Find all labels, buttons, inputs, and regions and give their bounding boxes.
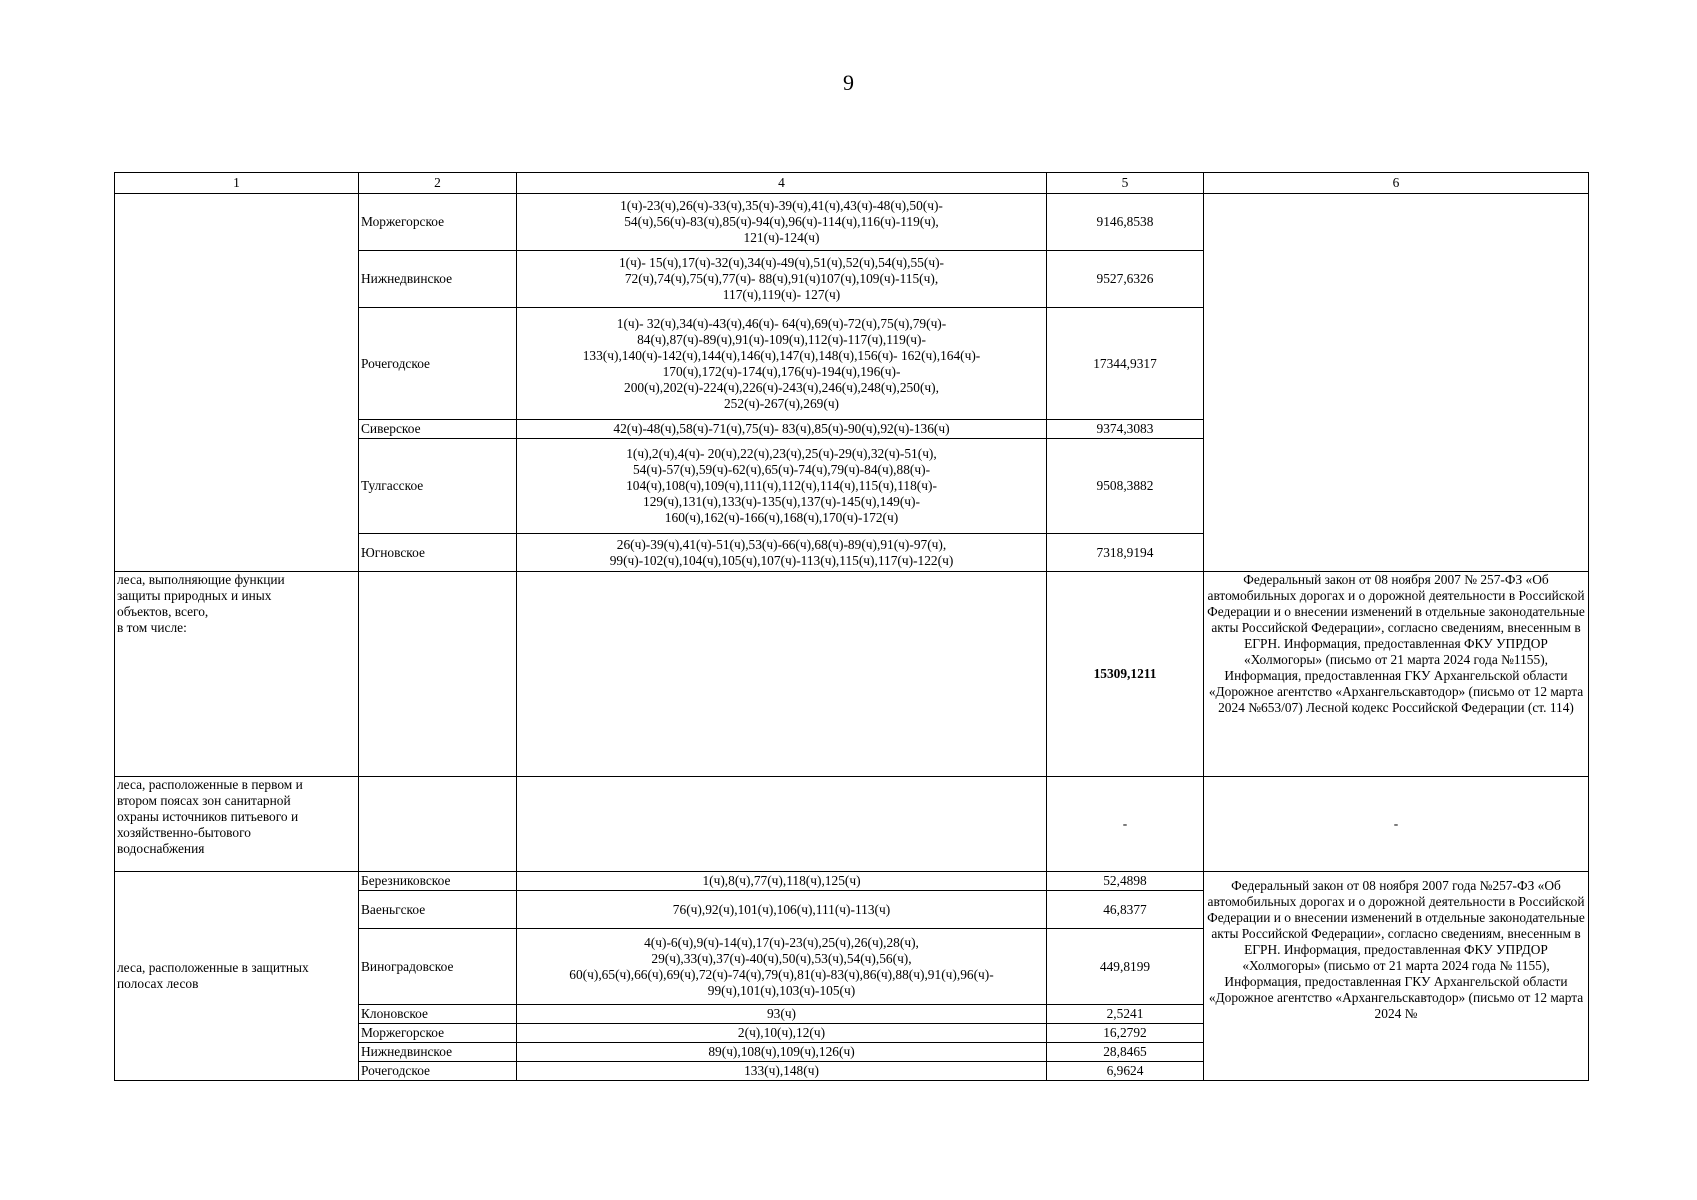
- forestry-name: Тулгасское: [359, 439, 517, 534]
- legal-basis: -: [1204, 777, 1589, 872]
- quarters-list: 133(ч),148(ч): [517, 1062, 1047, 1081]
- quarters-list: 1(ч),8(ч),77(ч),118(ч),125(ч): [517, 872, 1047, 891]
- area-value: 6,9624: [1047, 1062, 1204, 1081]
- header-col-1: 1: [115, 173, 359, 194]
- header-col-4: 4: [517, 173, 1047, 194]
- area-value: 9527,6326: [1047, 251, 1204, 308]
- quarters-list: 93(ч): [517, 1005, 1047, 1024]
- forestry-name: Рочегодское: [359, 1062, 517, 1081]
- area-value: 9146,8538: [1047, 194, 1204, 251]
- legal-basis: Федеральный закон от 08 ноября 2007 № 257-ФЗ «Об автомобильных дорогах и о дорожной деятельности в Российской Федерации и о внесении изменений в отдельные законодательные акты Российской Федерации», согласно сведениям, внесенным в ЕГРН. Информация, предоставленная ФКУ УПРДОР «Холмогоры» (письмо от 21 марта 2024 года №1155), Информация, предоставленная ГКУ Архангельской области «Дорожное агентство «Архангельскавтодор» (письмо от 12 марта 2024 №653/07) Лесной кодекс Российской Федерации (ст. 114): [1204, 572, 1589, 777]
- category-label: леса, расположенные в защитных полосах лесов: [115, 872, 359, 1081]
- category-label: леса, расположенные в первом и втором поясах зон санитарной охраны источников питьевого и хозяйственно-бытового водоснабжения: [115, 777, 359, 872]
- quarters-list: 1(ч)- 15(ч),17(ч)-32(ч),34(ч)-49(ч),51(ч),52(ч),54(ч),55(ч)- 72(ч),74(ч),75(ч),77(ч)- 88(ч),91(ч)107(ч),109(ч)-115(ч), 117(ч),119(ч)- 127(ч): [517, 251, 1047, 308]
- category-label: леса, выполняющие функции защиты природных и иных объектов, всего, в том числе:: [115, 572, 359, 777]
- forestry-name: Югновское: [359, 534, 517, 572]
- forestry-name: Рочегодское: [359, 308, 517, 420]
- header-row: [115, 173, 1589, 194]
- area-value: -: [1047, 777, 1204, 872]
- forestry-name: Нижнедвинское: [359, 251, 517, 308]
- basis-cell-empty: [1204, 194, 1589, 572]
- category-cell-empty: [115, 194, 359, 572]
- forestry-name: Сиверское: [359, 420, 517, 439]
- forestry-name: Березниковское: [359, 872, 517, 891]
- empty-cell: [359, 777, 517, 872]
- header-col-5: 5: [1047, 173, 1204, 194]
- forestry-name: Виноградовское: [359, 929, 517, 1005]
- area-value: 7318,9194: [1047, 534, 1204, 572]
- forestry-name: Моржегорское: [359, 194, 517, 251]
- quarters-list: 76(ч),92(ч),101(ч),106(ч),111(ч)-113(ч): [517, 891, 1047, 929]
- empty-cell: [517, 777, 1047, 872]
- table-row: [115, 777, 1589, 872]
- quarters-list: 1(ч),2(ч),4(ч)- 20(ч),22(ч),23(ч),25(ч)-29(ч),32(ч)-51(ч), 54(ч)-57(ч),59(ч)-62(ч),65(ч)-74(ч),79(ч)-84(ч),88(ч)- 104(ч),108(ч),109(ч),111(ч),112(ч),114(ч),115(ч),118(ч)- 129(ч),131(ч),133(ч)-135(ч),137(ч)-145(ч),149(ч)- 160(ч),162(ч)-166(ч),168(ч),170(ч)-172(ч): [517, 439, 1047, 534]
- page-number: 9: [843, 70, 854, 95]
- forestry-name: Клоновское: [359, 1005, 517, 1024]
- quarters-list: 89(ч),108(ч),109(ч),126(ч): [517, 1043, 1047, 1062]
- area-value: 17344,9317: [1047, 308, 1204, 420]
- area-value: 46,8377: [1047, 891, 1204, 929]
- table-row: [115, 194, 1589, 251]
- quarters-list: 42(ч)-48(ч),58(ч)-71(ч),75(ч)- 83(ч),85(ч)-90(ч),92(ч)-136(ч): [517, 420, 1047, 439]
- quarters-list: 1(ч)-23(ч),26(ч)-33(ч),35(ч)-39(ч),41(ч),43(ч)-48(ч),50(ч)- 54(ч),56(ч)-83(ч),85(ч)-94(ч),96(ч)-114(ч),116(ч)-119(ч), 121(ч)-124(ч): [517, 194, 1047, 251]
- header-col-6: 6: [1204, 173, 1589, 194]
- forest-table: [114, 172, 1589, 1081]
- table-row: [115, 572, 1589, 777]
- area-value: 9374,3083: [1047, 420, 1204, 439]
- area-value: 16,2792: [1047, 1024, 1204, 1043]
- header-col-2: 2: [359, 173, 517, 194]
- forestry-name: Нижнедвинское: [359, 1043, 517, 1062]
- quarters-list: 26(ч)-39(ч),41(ч)-51(ч),53(ч)-66(ч),68(ч)-89(ч),91(ч)-97(ч), 99(ч)-102(ч),104(ч),105(ч),107(ч)-113(ч),115(ч),117(ч)-122(ч): [517, 534, 1047, 572]
- quarters-list: 2(ч),10(ч),12(ч): [517, 1024, 1047, 1043]
- area-value: 2,5241: [1047, 1005, 1204, 1024]
- forestry-name: Ваеньгское: [359, 891, 517, 929]
- empty-cell: [517, 572, 1047, 777]
- legal-basis: Федеральный закон от 08 ноября 2007 года №257-ФЗ «Об автомобильных дорогах и о дорожной деятельности в Российской Федерации и о внесении изменений в отдельные законодательные акты Российской Федерации», согласно сведениям, внесенным в ЕГРН. Информация, предоставленная ФКУ УПРДОР «Холмогоры» (письмо от 21 марта 2024 года № 1155), Информация, предоставленная ГКУ Архангельской области «Дорожное агентство «Архангельскавтодор» (письмо от 12 марта 2024 №: [1204, 872, 1589, 1081]
- area-value: 9508,3882: [1047, 439, 1204, 534]
- area-total: 15309,1211: [1047, 572, 1204, 777]
- area-value: 449,8199: [1047, 929, 1204, 1005]
- forestry-name: Моржегорское: [359, 1024, 517, 1043]
- quarters-list: 4(ч)-6(ч),9(ч)-14(ч),17(ч)-23(ч),25(ч),26(ч),28(ч), 29(ч),33(ч),37(ч)-40(ч),50(ч),53(ч),54(ч),56(ч), 60(ч),65(ч),66(ч),69(ч),72(ч)-74(ч),79(ч),81(ч)-83(ч),86(ч),88(ч),91(ч),96(ч)- 99(ч),101(ч),103(ч)-105(ч): [517, 929, 1047, 1005]
- empty-cell: [359, 572, 517, 777]
- area-value: 52,4898: [1047, 872, 1204, 891]
- quarters-list: 1(ч)- 32(ч),34(ч)-43(ч),46(ч)- 64(ч),69(ч)-72(ч),75(ч),79(ч)- 84(ч),87(ч)-89(ч),91(ч)-109(ч),112(ч)-117(ч),119(ч)- 133(ч),140(ч)-142(ч),144(ч),146(ч),147(ч),148(ч),156(ч)- 162(ч),164(ч)- 170(ч),172(ч)-174(ч),176(ч)-194(ч),196(ч)- 200(ч),202(ч)-224(ч),226(ч)-243(ч),246(ч),248(ч),250(ч), 252(ч)-267(ч),269(ч): [517, 308, 1047, 420]
- area-value: 28,8465: [1047, 1043, 1204, 1062]
- table-row: [115, 872, 1589, 891]
